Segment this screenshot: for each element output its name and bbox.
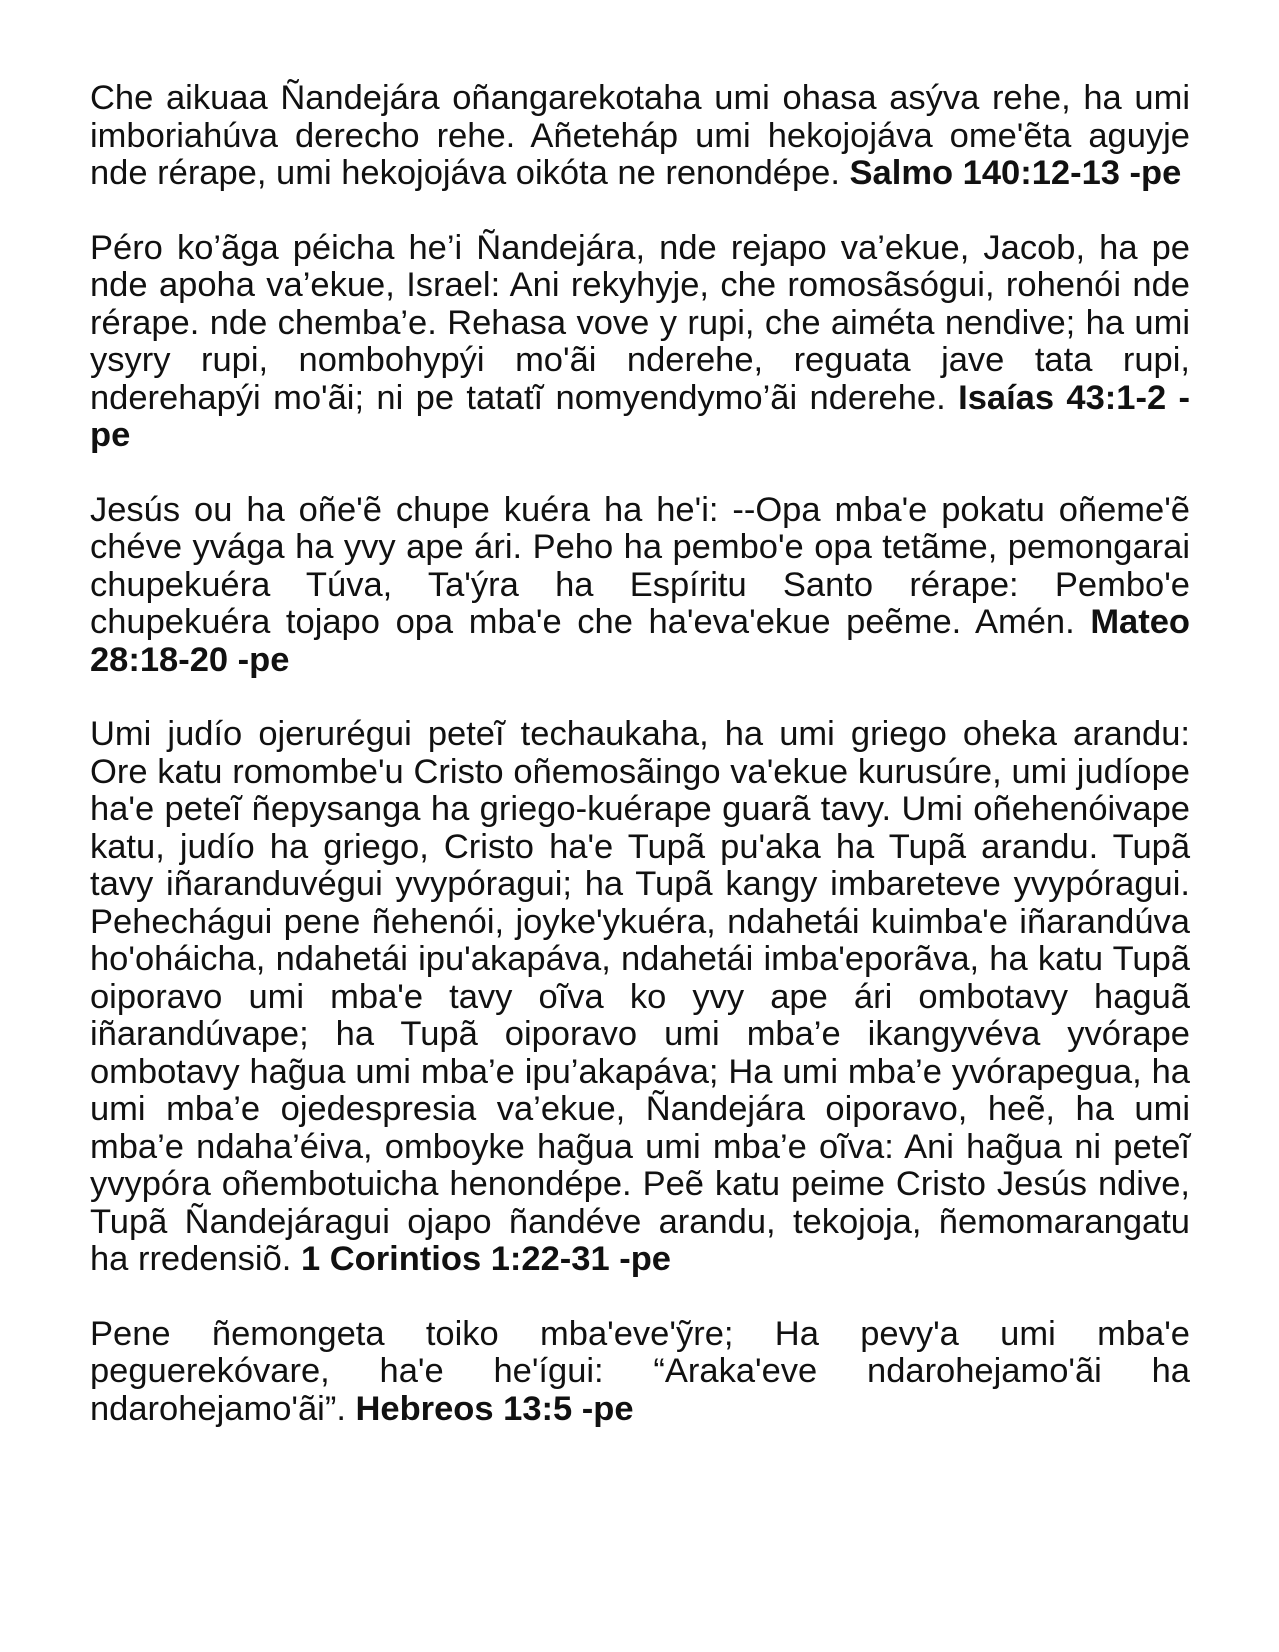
devotional-page [90, 80, 1190, 1465]
verse-reference: Mateo 28:18-20 -pe [90, 603, 1190, 679]
verse-text: Jesús ou ha oñe'ẽ chupe kuéra ha he'i: --Opa mba'e pokatu oñeme'ẽ chéve yvága ha yvy ape ári. Peho ha pembo'e opa tetãme, pemongarai chupekuéra Túva, Ta'ýra ha Espíritu Santo rérape: Pembo'e chupekuéra tojapo opa mba'e che ha'eva'ekue peẽme. Amén. [90, 490, 1190, 641]
verse-reference: Isaías 43:1-2 -pe [90, 378, 1191, 454]
verse-text: Pene ñemongeta toiko mba'eve'ỹre; Ha pevy'a umi mba'e peguerekóvare, ha'e he'ígui: “Araka'eve ndarohejamo'ãi ha ndarohejamo'ãi”. [90, 1314, 1190, 1428]
verse-paragraph [90, 492, 1190, 680]
verse-paragraph [90, 80, 1190, 193]
verse-text: Péro ko’ãga péicha he’i Ñandejára, nde rejapo va’ekue, Jacob, ha pe nde apoha va’ekue, Israel: Ani rekyhyje, che romosãsógui, rohenói nde rérape. nde chemba’e. Rehasa vove y rupi, che aiméta nendive; ha umi ysyry rupi, nombohypýi mo'ãi nderehe, reguata jave tata rupi, nderehapýi mo'ãi; ni pe tatatĩ nomyendymo’ãi nderehe. [90, 228, 1190, 417]
verse-reference: Hebreos 13:5 -pe [355, 1389, 634, 1428]
verse-paragraph [90, 716, 1190, 1279]
verse-paragraph [90, 1316, 1190, 1429]
verse-reference: Salmo 140:12-13 -pe [849, 154, 1182, 192]
verse-reference: 1 Corintios 1:22-31 -pe [300, 1240, 671, 1278]
verse-text: Umi judío ojerurégui peteĩ techaukaha, ha umi griego oheka arandu: Ore katu romombe'u Cristo oñemosãingo va'ekue kurusúre, umi judíope ha'e peteĩ ñepysanga ha griego-kuérape guarã tavy. Umi oñehenóivape katu, judío ha griego, Cristo ha'e Tupã pu'aka ha Tupã arandu. Tupã tavy iñaranduvégui yvypóragui; ha Tupã kangy imbareteve yvypóragui. Pehechágui pene ñehenói, joyke'ykuéra, ndahetái kuimba'e iñarandúva ho'oháicha, ndahetái ipu'akapáva, ndahetái imba'eporãva, ha katu Tupã oiporavo umi mba'e tavy oĩva ko yvy ape ári ombotavy haguã iñarandúvape; ha Tupã oiporavo umi mba’e ikangyvéva yvórape ombotavy hag̃ua umi mba’e ipu’akapáva; Ha umi mba’e yvórapegua, ha umi mba’e ojedespresia va’ekue, Ñandejára oiporavo, heẽ, ha umi mba’e ndaha’éiva, omboyke hag̃ua umi mba’e oĩva: Ani hag̃ua ni peteĩ yvypóra oñembotuicha henondépe. Peẽ katu peime Cristo Jesús ndive, Tupã Ñandejáragui ojapo ñandéve arandu, tekojoja, ñemomarangatu ha rredensiõ. [90, 715, 1190, 1278]
verse-paragraph [90, 230, 1190, 455]
verse-text: Che aikuaa Ñandejára oñangarekotaha umi ohasa asýva rehe, ha umi imboriahúva derecho rehe. Añeteháp umi hekojojáva ome'ẽta aguyje nde rérape, umi hekojojáva oikóta ne renondépe. [90, 79, 1190, 192]
